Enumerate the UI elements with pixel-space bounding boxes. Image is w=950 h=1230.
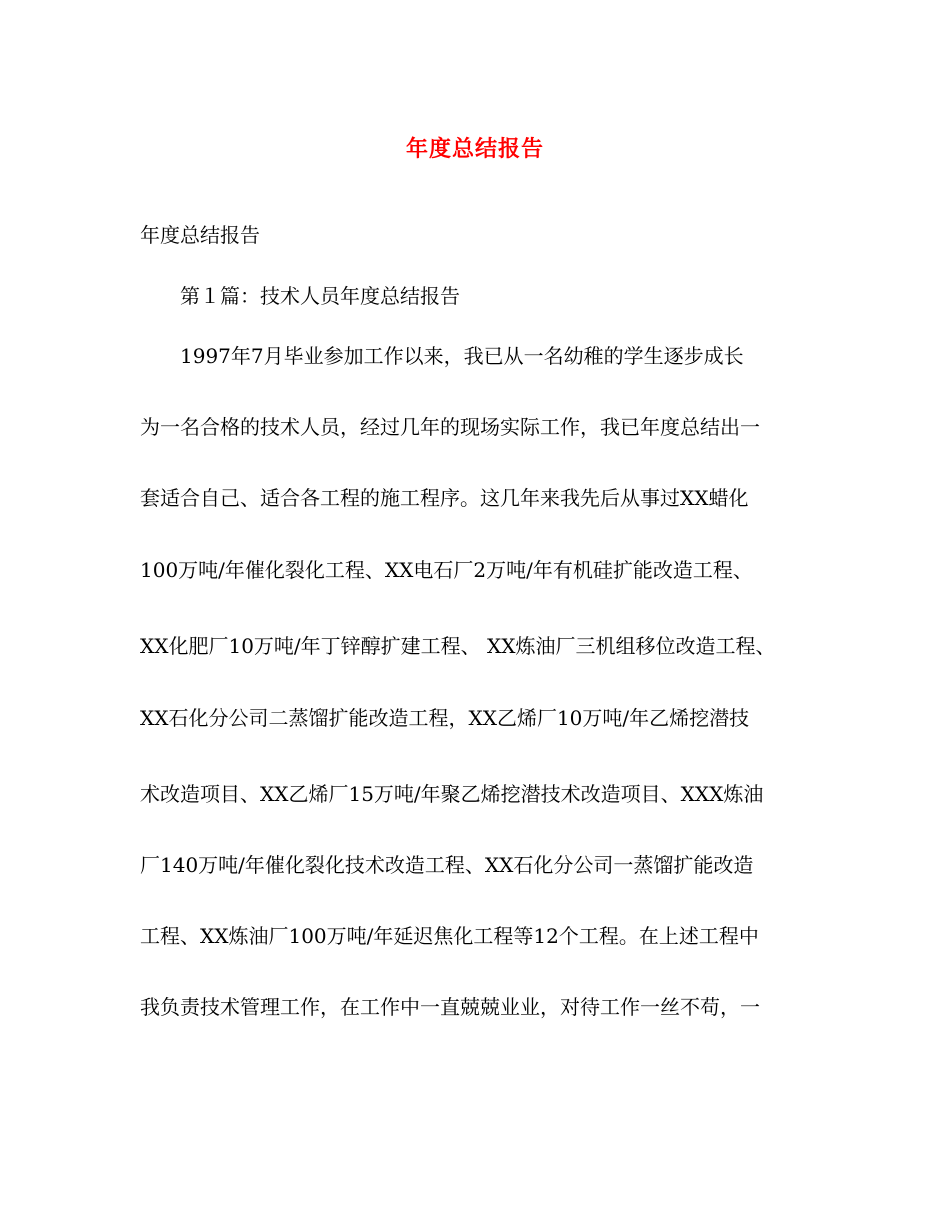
body-line: 为一名合格的技术人员，经过几年的现场实际工作，我已年度总结出一	[140, 415, 760, 439]
body-line: 工程、XX炼油厂100万吨/年延迟焦化工程等12个工程。在上述工程中	[140, 924, 759, 948]
body-line: 我负责技术管理工作，在工作中一直兢兢业业，对待工作一丝不苟，一	[140, 995, 760, 1019]
body-line: 厂140万吨/年催化裂化技术改造工程、XX石化分公司一蒸馏扩能改造	[140, 853, 754, 877]
section-heading: 第１篇：技术人员年度总结报告	[180, 284, 460, 308]
body-line: 套适合自己、适合各工程的施工程序。这几年来我先后从事过XX蜡化	[140, 486, 749, 510]
document-title: 年度总结报告	[405, 137, 544, 162]
body-line: 1997年7月毕业参加工作以来，我已从一名幼稚的学生逐步成长	[180, 344, 744, 368]
body-line: XX化肥厂10万吨/年丁锌醇扩建工程、 XX炼油厂三机组移位改造工程、	[140, 634, 776, 658]
document-subtitle: 年度总结报告	[140, 223, 260, 247]
body-line: 100万吨/年催化裂化工程、XX电石厂2万吨/年有机硅扩能改造工程、	[140, 558, 753, 582]
body-line: 术改造项目、XX乙烯厂15万吨/年聚乙烯挖潜技术改造项目、XXX炼油	[140, 782, 764, 806]
body-line: XX石化分公司二蒸馏扩能改造工程，XX乙烯厂10万吨/年乙烯挖潜技	[140, 706, 750, 730]
